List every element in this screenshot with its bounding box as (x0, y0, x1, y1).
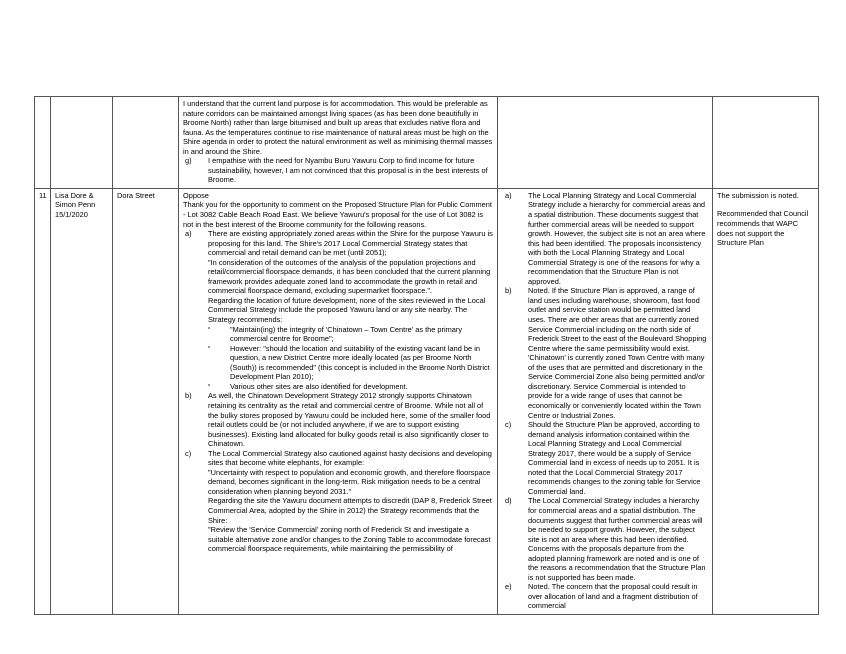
bullet-dot-icon (208, 327, 210, 329)
submission-lettered-list (183, 156, 493, 185)
list-item (502, 286, 708, 420)
recommendation-paragraph: The submission is noted. (717, 190, 799, 200)
list-item (502, 582, 708, 611)
list-item (502, 420, 708, 496)
submission-continued-paragraph: I understand that the current land purpose is for accommodation. This would be preferable as nature corridors can be maintained amongst living spaces (as has been done beautifully in Broome North) rather than large bitumised and built up areas that excludes native flora and fauna. As the temperatures continue to rise maintenance of natural areas must be high on the Shire agenda in order to protect the natural environment as well as minimising thermal masses in and around the Shire. (183, 99, 493, 156)
list-item-paragraph: "Uncertainty with respect to population and economic growth, and therefore floorspace demand, becomes significant in the long-term. Risk mitigation needs to be a central consideration when planning beyond 2031." (208, 467, 491, 496)
list-marker: e) (505, 582, 512, 592)
list-item-paragraph: "Review the 'Service Commercial' zoning north of Frederick St and investigate a suitable alternative zone and/or changes to the Zoning Table to accommodate forecast commercial floorspace requirements, while maintaining the permissibility of (208, 525, 491, 554)
list-marker: b) (505, 286, 512, 296)
list-item (502, 496, 708, 582)
list-item (208, 344, 493, 382)
list-item-paragraph: Regarding the site the Yawuru document attempts to discredit (DAP 8, Frederick Street Commercial Area, adopted by the Shire in 2012) the Strategy recommends that the Shire: (208, 496, 492, 525)
cell-submission (179, 188, 498, 614)
list-marker: a) (505, 190, 512, 200)
list-marker: c) (505, 420, 512, 430)
list-item-text: "Maintain(ing) the integrity of 'Chinatown – Town Centre' as the primary commercial centre for Broome"; (230, 324, 463, 344)
list-marker: d) (505, 496, 512, 506)
table-row (35, 188, 819, 614)
list-item-paragraph: There are existing appropriately zoned areas within the Shire for the purpose Yawuru is proposing for this land. The Shire's 2017 Local Commercial Strategy states that commercial and retail demand can be met (until 2051); (208, 229, 493, 258)
list-item (183, 391, 493, 448)
list-item-text: I empathise with the need for Nyambu Buru Yawuru Corp to find income for future sustainability, however, I am not convinced that this proposal is in the best interests of Broome. (208, 156, 488, 185)
list-item-paragraph: As well, the Chinatown Development Strategy 2012 strongly supports Chinatown retaining its centrality as the retail and commercial centre of Broome. While not all of the bulky stores proposed by Yawuru could be included here, some of the smaller food retail outlets could be (or not included anywhere, if we are to support existing businesses). Existing land allocated for bulky goods retail is also significantly closer to Chinatown. (208, 391, 491, 449)
list-marker: a) (185, 229, 192, 239)
cell-number: 11 (35, 188, 51, 614)
cell-name (51, 188, 113, 614)
list-item-text: Should the Structure Plan be approved, according to demand analysis information contained within the Local Planning Strategy and Local Commercial Strategy 2017, there would be a supply of Service Commercial land in excess of needs up to 2051. It is noted that the Local Commercial Strategy 2017 recommends changes to the zoning table for Service Commercial land. (528, 420, 701, 496)
cell-response (498, 97, 713, 189)
bullet-dot-icon (208, 346, 210, 348)
list-item-text: The Local Commercial Strategy includes a hierarchy for commercial areas and a spatial distribution. The documents suggest that further commercial areas will be needed to support growth. However, the subject site is not an area where this had been identified. Concerns with the proposals departure from the adopted planning framework are noted and is one of the reasons a recommendation that the Structure Plan is not supported has been made. (528, 496, 706, 582)
submission-table (34, 96, 819, 615)
list-item (208, 325, 493, 344)
list-marker: b) (185, 391, 192, 401)
list-item-text: However: "should the location and suitability of the existing vacant land be in question, a new District Centre more ideally located (as per Broome North (South)) is recommended" (this concept is included in the Broome North District Development Plan 2010); (230, 343, 490, 382)
submission-lettered-list (183, 229, 493, 554)
list-item-text: Noted. The concern that the proposal could result in over allocation of land and a fragment distribution of commercial (528, 582, 698, 611)
cell-submission (179, 97, 498, 189)
submission-date: 15/1/2020 (55, 210, 88, 220)
submission-intro: Thank you for the opportunity to comment on the Proposed Structure Plan for Public Comment - Lot 3082 Cable Beach Road East. We believe Yawuru's proposal for the use of Lot 3082 is not in the best interest of the Broome community for the following reasons. (183, 200, 492, 229)
list-item (208, 382, 493, 392)
cell-street: Dora Street (113, 188, 179, 614)
list-item-paragraph: "In consideration of the outcomes of the analysis of the population projections and retail/commercial floorspace demands, it has been concluded that the current planning framework provides adequate zoned land to accommodate the growth in retail and commercial floorspace demand, excluding supermarket floorspace.". (208, 257, 491, 296)
list-item (183, 156, 493, 185)
cell-response (498, 188, 713, 614)
list-item-text: Various other sites are also identified for development. (230, 381, 408, 391)
list-marker: c) (185, 448, 192, 458)
cell-number (35, 97, 51, 189)
cell-name (51, 97, 113, 189)
list-item (502, 191, 708, 286)
list-item (183, 449, 493, 554)
bullet-dot-icon (208, 384, 210, 386)
cell-recommendation (713, 188, 819, 614)
list-marker: g) (185, 156, 192, 166)
list-item-paragraph: The Local Commercial Strategy also cautioned against hasty decisions and developing sites that become white elephants, for example: (208, 448, 492, 468)
response-lettered-list (502, 191, 708, 611)
submitter-name: Lisa Dore & Simon Penn (55, 190, 96, 210)
recommendation-paragraph: Recommended that Council recommends that WAPC does not support the Structure Plan (717, 209, 809, 248)
table-row (35, 97, 819, 189)
list-item-text: The Local Planning Strategy and Local Commercial Strategy include a hierarchy for commercial areas and a spatial distribution. These documents suggest that further commercial areas will be needed to support growth. However, the subject site is not an area where this had been identified. The proposals inconsistency with both the Local Planning Strategy and Local Commercial Strategy is one of the reasons for why a recommendation that the Structure Plan is not approved. (528, 190, 706, 286)
cell-recommendation (713, 97, 819, 189)
submission-bullet-list (208, 325, 493, 392)
cell-street (113, 97, 179, 189)
submission-stance: Oppose (183, 190, 209, 200)
list-item (183, 229, 493, 391)
list-item-paragraph: Regarding the location of future development, none of the sites reviewed in the Local Commercial Strategy include the proposed Yawuru land or any site nearby. The Strategy recommends: (208, 295, 486, 325)
list-item-text: Noted. If the Structure Plan is approved, a range of land uses including warehouse, showroom, fast food outlet and service station would be permitted land uses. There are other areas that are currently zoned Service Commercial including on the north side of Frederick Street to the east of the Boulevard Shopping Centre where the same permissibility would exist. 'Chinatown' is currently zoned Town Centre with many of the uses that are permitted and discretionary in the Service Commercial Zone also being permitted and/or discretionary. Service Commercial is intended to provide for a wide range of uses that cannot be economically or conveniently located within the Town Centre or Industrial Zones. (528, 286, 707, 420)
